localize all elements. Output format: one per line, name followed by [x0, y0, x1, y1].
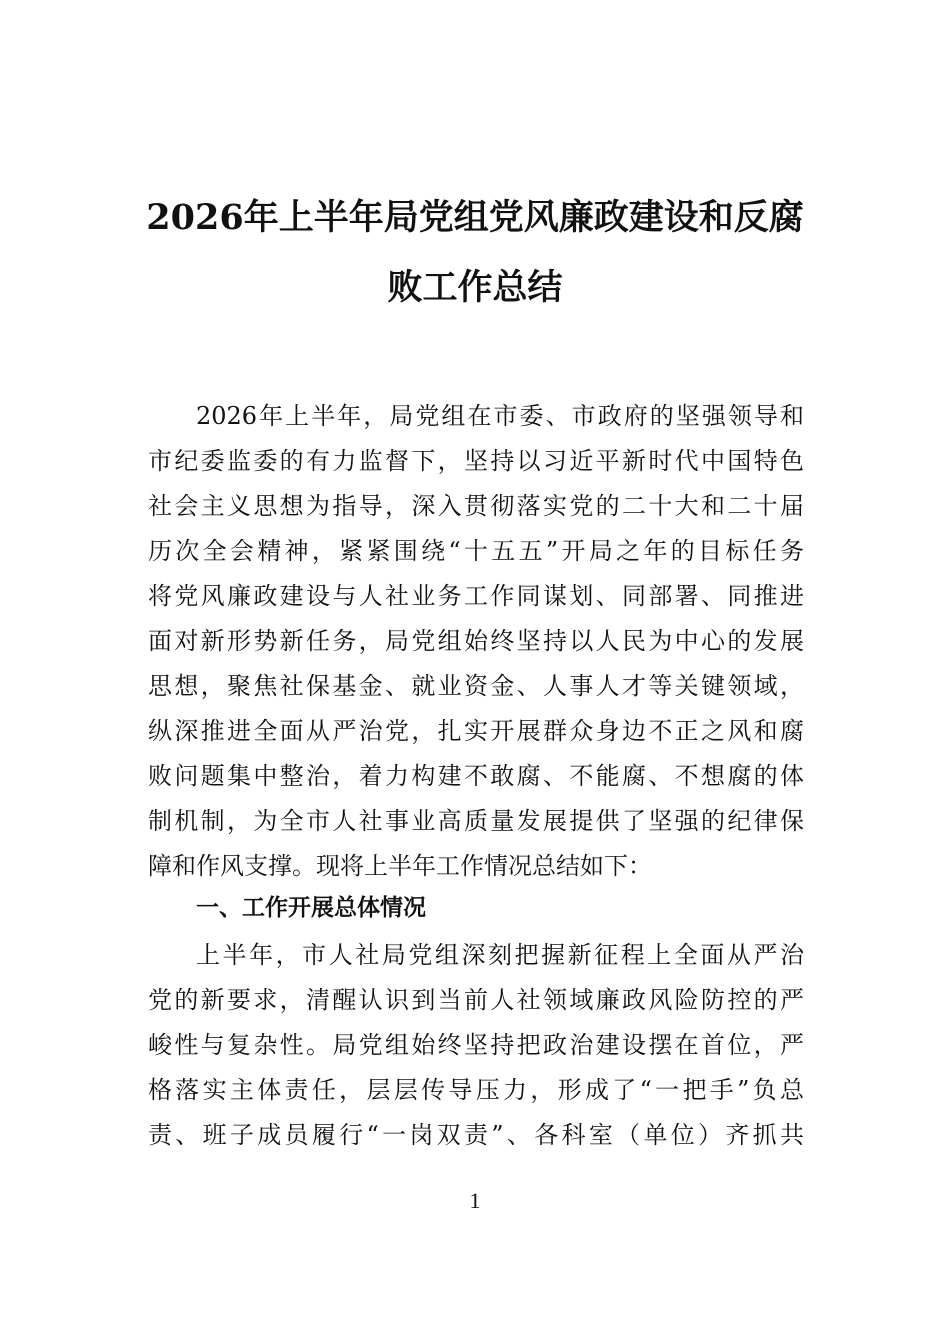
- paragraph-line: 市纪委监委的有力监督下，坚持以习近平新时代中国特色: [148, 447, 804, 475]
- document-title-line-2: 败工作总结: [387, 267, 563, 308]
- page-number: 1: [469, 1188, 481, 1213]
- paragraph-line: 思想，聚焦社保基金、就业资金、人事人才等关键领域，: [148, 672, 804, 700]
- paragraph-line: 2026年上半年，局党组在市委、市政府的坚强领导和: [196, 402, 804, 430]
- document-title-line-1: 2026年上半年局党组党风廉政建设和反腐: [146, 197, 804, 238]
- paragraph-line: 峻性与复杂性。局党组始终坚持把政治建设摆在首位，严: [148, 1031, 804, 1059]
- paragraph-line: 制机制，为全市人社事业高质量发展提供了坚强的纪律保: [148, 807, 804, 835]
- paragraph-line: 纵深推进全面从严治党，扎实开展群众身边不正之风和腐: [148, 717, 804, 745]
- paragraph-line: 障和作风支撑。现将上半年工作情况总结如下：: [148, 852, 652, 880]
- paragraph-line: 历次全会精神，紧紧围绕“十五五”开局之年的目标任务: [148, 537, 804, 565]
- paragraph-line: 格落实主体责任，层层传导压力，形成了“一把手”负总: [148, 1076, 804, 1104]
- paragraph-line: 上半年，市人社局党组深刻把握新征程上全面从严治: [196, 941, 804, 969]
- paragraph-line: 责、班子成员履行“一岗双责”、各科室（单位）齐抓共: [148, 1121, 804, 1149]
- paragraph-line: 面对新形势新任务，局党组始终坚持以人民为中心的发展: [148, 627, 804, 655]
- paragraph-line: 败问题集中整治，着力构建不敢腐、不能腐、不想腐的体: [148, 762, 804, 790]
- paragraph-line: 将党风廉政建设与人社业务工作同谋划、同部署、同推进: [148, 582, 804, 610]
- section-heading: 一、工作开展总体情况: [196, 895, 426, 921]
- paragraph-line: 社会主义思想为指导，深入贯彻落实党的二十大和二十届: [148, 492, 804, 520]
- paragraph-line: 党的新要求，清醒认识到当前人社领域廉政风险防控的严: [148, 986, 804, 1014]
